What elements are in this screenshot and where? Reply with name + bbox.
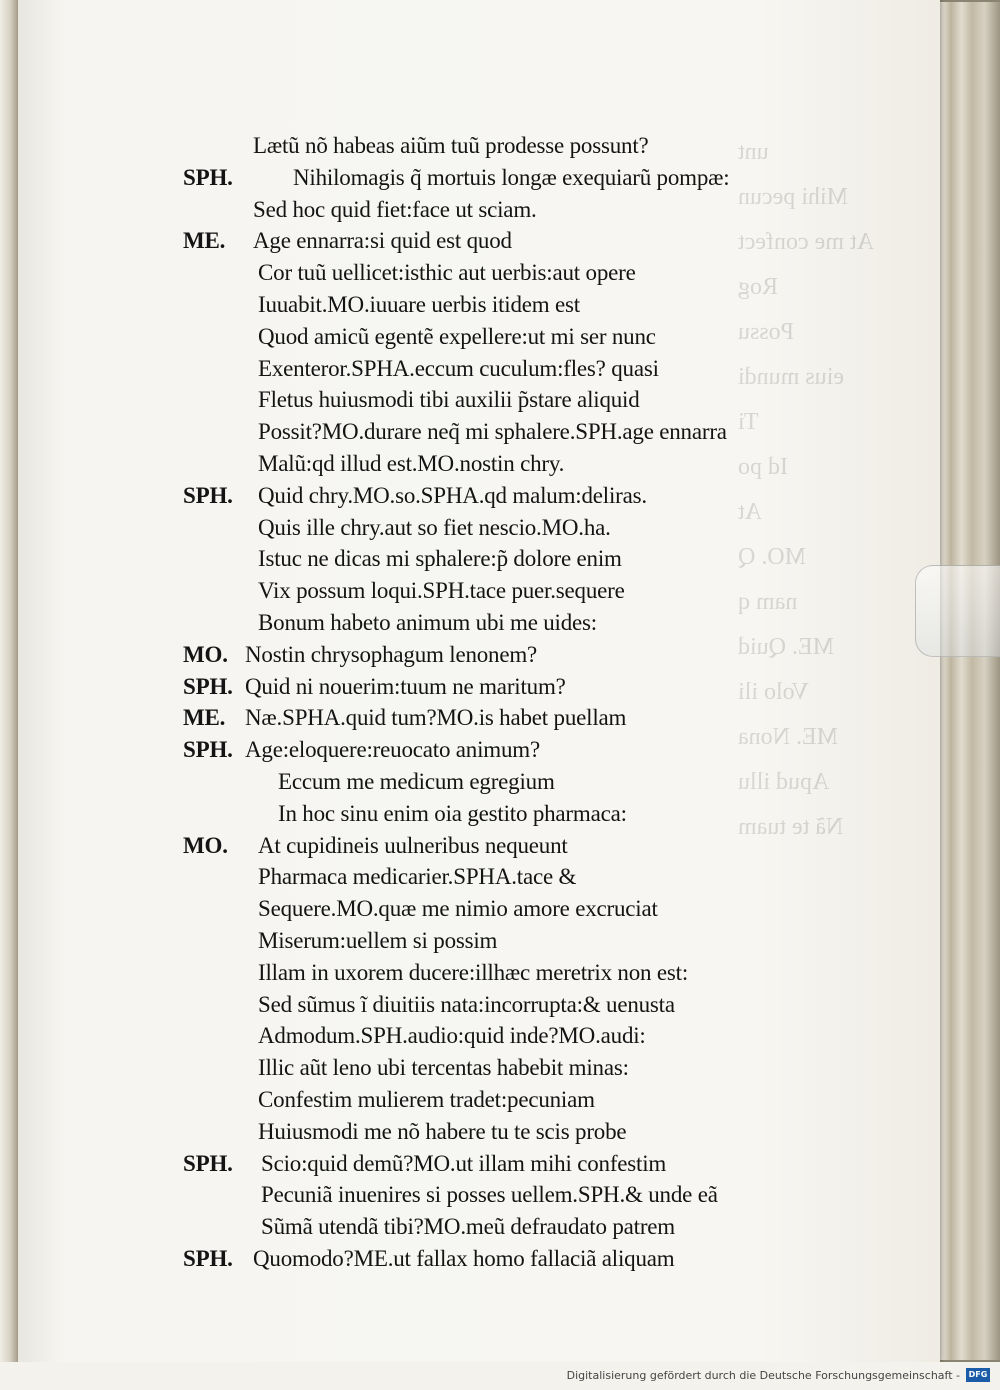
verse-text: Lætũ nõ habeas aiũm tuũ prodesse possunt?: [253, 133, 649, 158]
text-line: [183, 260, 823, 292]
text-line: [183, 960, 823, 992]
text-line: [183, 1182, 823, 1214]
dfg-logo-icon: DFG: [966, 1368, 990, 1382]
show-through-line: Rog: [738, 274, 779, 300]
verse-text: In hoc sinu enim oia gestito pharmaca:: [278, 800, 627, 826]
text-line: [183, 483, 823, 515]
speaker-label: ME.: [183, 705, 226, 731]
verse-text: Sed sũmus ĩ diuitiis nata:incorrupta:& uenusta: [258, 991, 675, 1017]
text-line: [183, 515, 823, 547]
verse-text: Quid ni nouerim:tuum ne maritum?: [245, 673, 566, 699]
show-through-line: ME. Nona: [738, 724, 838, 750]
speaker-label: ME.: [183, 228, 226, 254]
verse-text: Nostin chrysophagum lenonem?: [245, 641, 538, 667]
book-binding: [0, 0, 18, 1362]
verse-text: Admodum.SPH.audio:quid inde?MO.audi:: [258, 1023, 646, 1049]
text-line: [183, 228, 823, 260]
text-line: [183, 451, 823, 483]
text-line: [183, 419, 823, 451]
funding-credit: Digitalisierung gefördert durch die Deutsche Forschungsgemeinschaft -: [566, 1369, 960, 1382]
verse-text: Fletus huiusmodi tibi auxilii p̃stare aliquid: [258, 387, 640, 413]
verse-text: Quid chry.MO.so.SPHA.qd malum:deliras.: [258, 482, 647, 508]
verse-text: Eccum me medicum egregium: [278, 768, 555, 794]
show-through-line: Nã te tuam: [738, 814, 844, 840]
text-line: [183, 833, 823, 865]
verse-text: Malũ:qd illud est.MO.nostin chry.: [258, 450, 565, 476]
show-through-line: Apud illu: [738, 769, 830, 795]
verse-text: At cupidineis uulneribus nequeunt: [258, 832, 568, 858]
verse-text: Age:eloquere:reuocato animum?: [245, 737, 540, 763]
verse-text: Bonum habeto animum ubi me uides:: [258, 609, 597, 635]
verse-text: Iuuabit.MO.iuuare uerbis itidem est: [258, 291, 580, 317]
speaker-label: SPH.: [183, 1245, 233, 1271]
verse-text: Sũmã utendã tibi?MO.meũ defraudato patrem: [261, 1214, 675, 1240]
show-through-line: MO. Q: [738, 544, 807, 570]
text-line: [183, 1087, 823, 1119]
show-through-line: eius mundi: [738, 364, 844, 390]
text-line: [183, 165, 823, 197]
verse-text: Age ennarra:si quid est quod: [253, 228, 512, 254]
speaker-label: SPH.: [183, 482, 233, 508]
show-through-line: nam q: [738, 589, 798, 615]
verse-text: Huiusmodi me nõ habere tu te scis probe: [258, 1118, 627, 1144]
verse-text: Possit?MO.durare neq̃ mi sphalere.SPH.age ennarra: [258, 419, 727, 445]
text-line: [183, 864, 823, 896]
text-line: [183, 1055, 823, 1087]
speaker-label: SPH.: [183, 737, 233, 763]
verse-text: Miserum:uellem si possim: [258, 927, 498, 953]
speaker-label: MO.: [183, 832, 228, 858]
verse-text: Pecuniã inuenires si posses uellem.SPH.& unde eã: [261, 1182, 718, 1208]
verse-text: Exenteror.SPHA.eccum cuculum:fles? quasi: [258, 355, 659, 381]
text-line: [183, 896, 823, 928]
text-line: [183, 1214, 823, 1246]
text-line: [183, 610, 823, 642]
verse-text: Pharmaca medicarier.SPHA.tace &: [258, 864, 577, 890]
show-through-line: Possu: [738, 319, 795, 345]
show-through-line: Mihi pecun: [738, 184, 848, 210]
verse-text: Illam in uxorem ducere:illhæc meretrix non est:: [258, 959, 689, 985]
verse-text: Sed hoc quid fiet:face ut sciam.: [253, 196, 537, 222]
verse-text: Quod amicũ egentẽ expellere:ut mi ser nunc: [258, 323, 656, 349]
text-line: [183, 546, 823, 578]
text-line: [183, 324, 823, 356]
verse-text: Cor tuũ uellicet:isthic aut uerbis:aut opere: [258, 260, 636, 286]
show-through-line: Ti: [738, 409, 759, 435]
page-clip: [915, 565, 1000, 657]
verse-text: Næ.SPHA.quid tum?MO.is habet puellam: [245, 705, 627, 731]
show-through-line: At me confect: [738, 229, 874, 255]
text-line: [183, 1023, 823, 1055]
show-through-line: ME. Quid: [738, 634, 834, 660]
book-page: [18, 0, 940, 1362]
text-line: [183, 801, 823, 833]
speaker-label: MO.: [183, 641, 228, 667]
speaker-label: SPH.: [183, 1150, 233, 1176]
text-line: [183, 387, 823, 419]
text-line: [183, 928, 823, 960]
text-line: [183, 1246, 823, 1278]
text-line: [183, 356, 823, 388]
verse-text: Quomodo?ME.ut fallax homo fallaciã aliquam: [253, 1245, 675, 1271]
show-through-line: Id po: [738, 454, 788, 480]
verse-text: Quis ille chry.aut so fiet nescio.MO.ha.: [258, 514, 611, 540]
show-through-line: unt: [738, 139, 769, 165]
text-line: [183, 292, 823, 324]
verse-text: Scio:quid demũ?MO.ut illam mihi confestim: [261, 1150, 667, 1176]
verse-text: Nihilomagis q̃ mortuis longæ exequiarũ pompæ:: [293, 164, 730, 190]
verse-text: Illic aũt leno ubi tercentas habebit minas:: [258, 1055, 629, 1081]
show-through-line: Volo ili: [738, 679, 809, 705]
text-line: [183, 197, 823, 229]
show-through-line: At: [738, 499, 762, 525]
text-line: [183, 1151, 823, 1183]
speaker-label: SPH.: [183, 164, 233, 190]
text-line: [183, 133, 823, 165]
verse-text: Confestim mulierem tradet:pecuniam: [258, 1086, 595, 1112]
page-text: [183, 133, 823, 1278]
text-line: [183, 769, 823, 801]
text-line: [183, 1119, 823, 1151]
verse-text: Istuc ne dicas mi sphalere:p̃ dolore enim: [258, 546, 622, 572]
speaker-label: SPH.: [183, 673, 233, 699]
verse-text: Sequere.MO.quæ me nimio amore excruciat: [258, 896, 658, 922]
text-line: [183, 578, 823, 610]
text-line: [183, 737, 823, 769]
text-line: [183, 674, 823, 706]
text-line: [183, 705, 823, 737]
verse-text: Vix possum loqui.SPH.tace puer.sequere: [258, 578, 625, 604]
text-line: [183, 642, 823, 674]
text-line: [183, 992, 823, 1024]
footer-bar: [0, 1362, 1000, 1390]
